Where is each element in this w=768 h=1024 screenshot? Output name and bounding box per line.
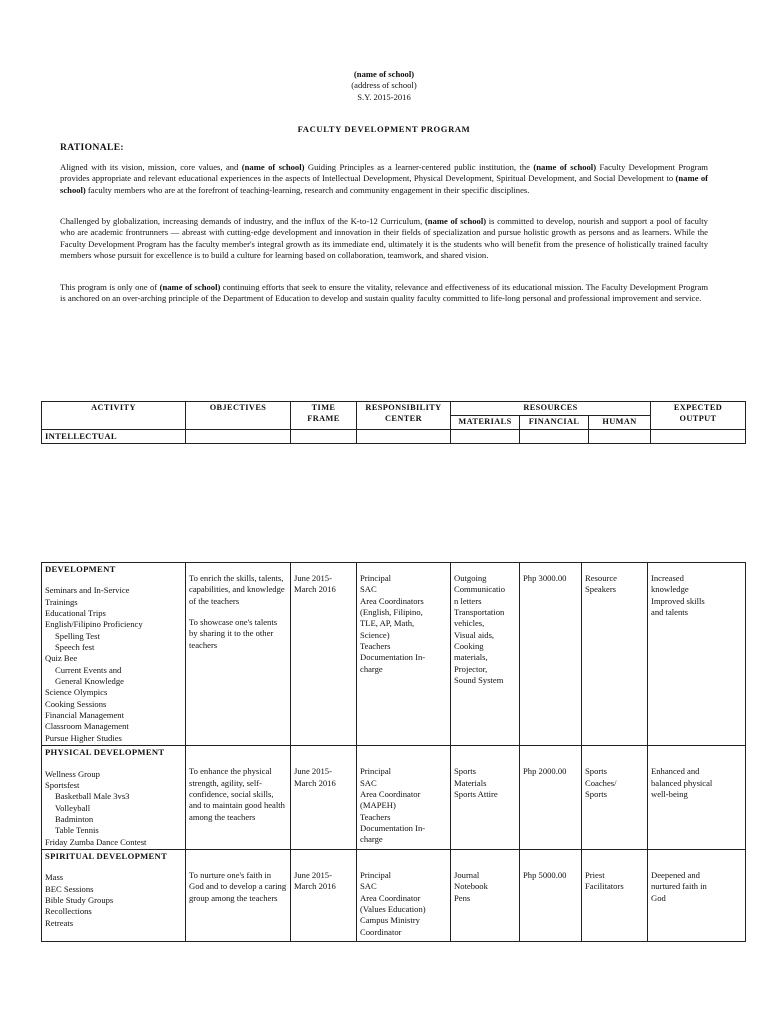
development-output: Increased knowledge Improved skills and talents — [648, 563, 746, 746]
spiritual-human: Priest Facilitators — [582, 849, 648, 941]
development-activities: DEVELOPMENT Seminars and In-Service Trainings Educational Trips English/Filipino Proficiency Spelling Test Speech fest Quiz Bee Current Events and General Knowledge Science Olympics Cooking Sessions Financial Management Classroom Management Pursue Higher Studies — [42, 563, 186, 746]
physical-financial: Php 2000.00 — [520, 746, 582, 850]
physical-materials: Sports Materials Sports Attire — [451, 746, 520, 850]
physical-heading: PHYSICAL DEVELOPMENT — [45, 747, 165, 758]
col-time-frame: TIME FRAME — [291, 402, 357, 430]
school-year: S.Y. 2015-2016 — [357, 91, 411, 102]
development-heading: DEVELOPMENT — [45, 564, 116, 574]
development-financial: Php 3000.00 — [520, 563, 582, 746]
col-activity: ACTIVITY — [42, 402, 186, 430]
rationale-heading: RATIONALE: — [60, 143, 124, 153]
col-human: HUMAN — [589, 415, 651, 429]
spiritual-responsibility: Principal SAC Area Coordinator (Values Education) Campus Ministry Coordinator — [357, 849, 451, 941]
development-responsibility: Principal SAC Area Coordinators (English, Filipino, TLE, AP, Math, Science) Teachers Documentation In- charge — [357, 563, 451, 746]
rationale-paragraph-1: Aligned with its vision, mission, core values, and (name of school) Guiding Principles as a learner-centered public institution, the (name of school) Faculty Development Program provides appropriate and relevant educational experiences in the aspects of Intellectual Development, Physical Development, Spiritual Development, and Social Development to (name of school) faculty members who are at the forefront of teaching-learning, research and community engagement in their specific disciplines. — [60, 162, 708, 195]
spiritual-materials: Journal Notebook Pens — [451, 849, 520, 941]
rationale-paragraph-3: This program is only one of (name of school) continuing efforts that seek to ensure the vitality, relevance and effectiveness of its educational mission. The Faculty Development Program is anchored on an over-arching principle of the Department of Education to develop and sustain quality faculty committed to life-long personal and professional improvement and service. — [60, 282, 709, 304]
table-row — [42, 746, 746, 850]
program-table-header — [41, 401, 746, 444]
spiritual-time-frame: June 2015- March 2016 — [291, 849, 357, 941]
physical-responsibility: Principal SAC Area Coordinator (MAPEH) Teachers Documentation In- charge — [357, 746, 451, 850]
table-row — [42, 563, 746, 746]
col-materials: MATERIALS — [451, 415, 520, 429]
development-human: Resource Speakers — [582, 563, 648, 746]
spiritual-activities: SPIRITUAL DEVELOPMENT Mass BEC Sessions Bible Study Groups Recollections Retreats — [42, 849, 186, 941]
program-title: FACULTY DEVELOPMENT PROGRAM — [297, 124, 471, 134]
development-objectives: To enrich the skills, talents, capabilities, and knowledge of the teachers To showcase one's talents by sharing it to the other teachers — [186, 563, 291, 746]
physical-human: Sports Coaches/ Sports — [582, 746, 648, 850]
development-time-frame: June 2015- March 2016 — [291, 563, 357, 746]
program-table-details — [41, 562, 746, 942]
document-header — [0, 69, 768, 103]
physical-objectives: To enhance the physical strength, agility, self-confidence, social skills, and to maintain good health among the teachers — [186, 746, 291, 850]
school-address: (address of school) — [351, 80, 417, 91]
physical-output: Enhanced and balanced physical well-being — [648, 746, 746, 850]
col-financial: FINANCIAL — [520, 415, 589, 429]
spiritual-heading: SPIRITUAL DEVELOPMENT — [45, 850, 168, 861]
table-row — [42, 849, 746, 941]
spiritual-objectives: To nurture one's faith in God and to develop a caring group among the teachers — [186, 849, 291, 941]
spiritual-output: Deepened and nurtured faith in God — [648, 849, 746, 941]
physical-time-frame: June 2015- March 2016 — [291, 746, 357, 850]
col-resources: RESOURCES — [451, 402, 651, 416]
row-intellectual-label: INTELLECTUAL — [42, 429, 186, 443]
col-responsibility: RESPONSIBILITY CENTER — [357, 402, 451, 430]
col-objectives: OBJECTIVES — [186, 402, 291, 430]
spiritual-financial: Php 5000.00 — [520, 849, 582, 941]
school-name: (name of school) — [353, 69, 415, 79]
col-expected-output: EXPECTED OUTPUT — [651, 402, 746, 430]
rationale-paragraph-2: Challenged by globalization, increasing demands of industry, and the influx of the K-to-12 Curriculum, (name of school) is committed to develop, nourish and support a pool of faculty who are academic frontrunners — abreast with cutting-edge development and innovation in their fields of specialization and pursue holistic growth as persons and as learners. While the Faculty Development Program has the faculty member's integral growth as its immediate end, ultimately it is the students who will benefit from the presence of holistically trained faculty members whose pursuit for excellence is to build a culture for learning based on collaboration, teamwork, and shared vision. — [60, 216, 708, 261]
development-materials: Outgoing Communicatio n letters Transportation vehicles, Visual aids, Cooking materials, Projector, Sound System — [451, 563, 520, 746]
physical-activities: PHYSICAL DEVELOPMENT Wellness Group Sportsfest Basketball Male 3vs3 Volleyball Badminton Table Tennis Friday Zumba Dance Contest — [42, 746, 186, 850]
